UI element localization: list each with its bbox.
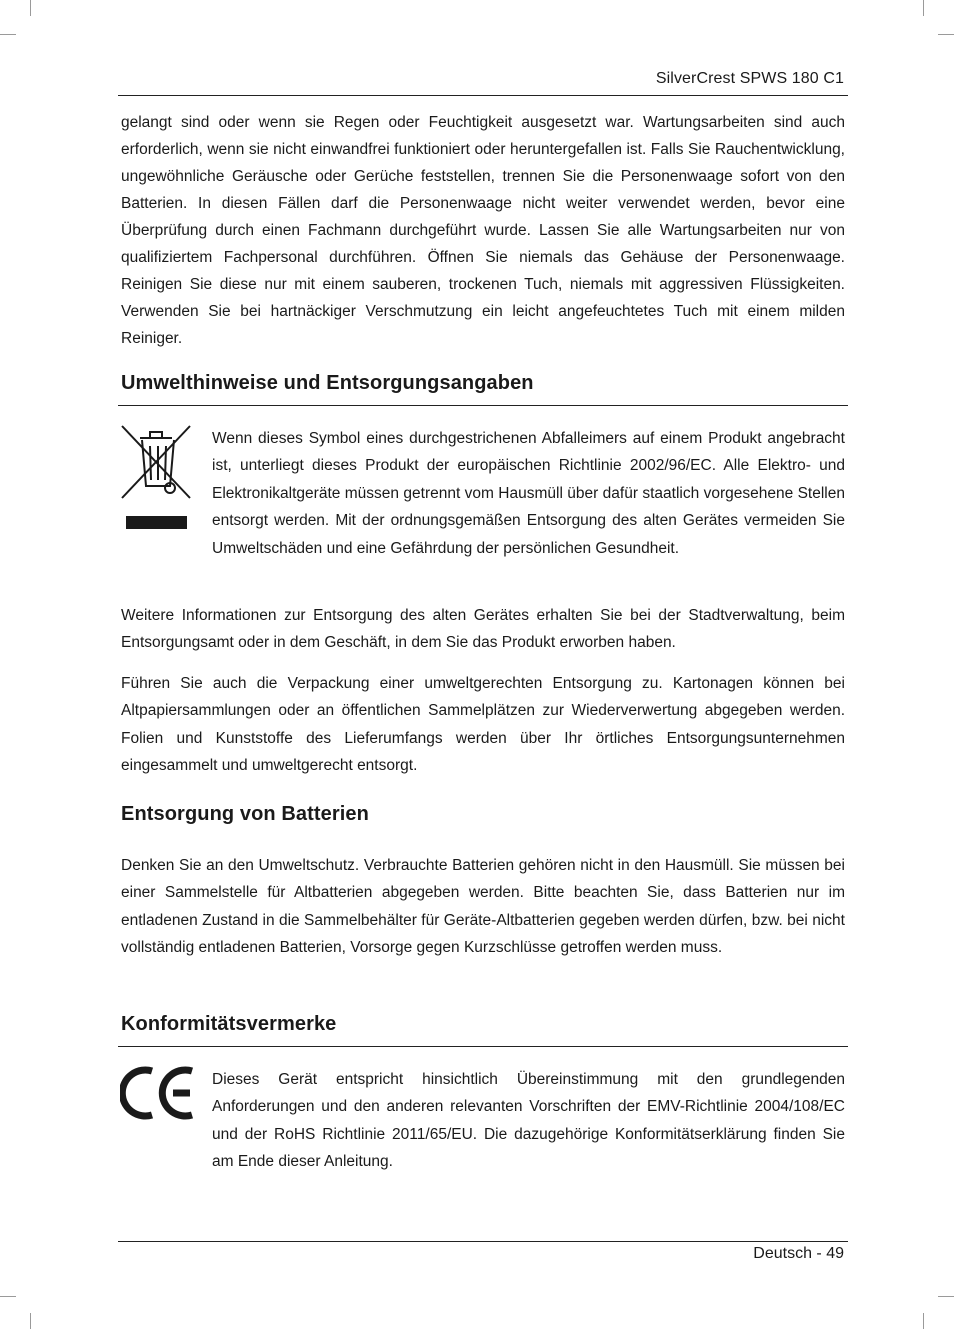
crop-mark	[923, 1313, 924, 1329]
footer-rule	[118, 1241, 848, 1242]
header-product-title: SilverCrest SPWS 180 C1	[655, 70, 844, 87]
crossed-out-wheelie-bin-icon	[120, 424, 192, 532]
crop-mark	[0, 1296, 16, 1297]
batteries-heading: Entsorgung von Batterien	[121, 803, 369, 825]
packaging-paragraph: Führen Sie auch die Verpackung einer umweltgerechten Entsorgung zu. Kartonagen können bei Altpapiersammlungen oder an öffentlichen Sammelplätzen zur Wiederverwertung abgegeben werden. Folien und Kunststoffe des Lieferumfangs werden über Ihr örtliches Entsorgungsunternehmen eingesammelt und umweltgerecht entsorgt.	[121, 675, 845, 775]
crop-mark	[923, 0, 924, 16]
conformity-heading-rule	[118, 1046, 848, 1047]
environment-heading-rule	[118, 405, 848, 406]
crop-mark	[938, 1296, 954, 1297]
intro-paragraph: gelangt sind oder wenn sie Regen oder Feuchtigkeit ausgesetzt war. Wartungsarbeiten sind auch erforderlich, wenn sie nicht einwandfrei funktioniert oder heruntergefallen ist. Falls Sie Rauchentwicklung, ungewöhnliche Geräusche oder Gerüche feststellen, trennen Sie die Personenwaage sofort von den Batterien. In diesen Fällen darf die Personenwaage nicht weiter verwendet werden, bevor eine Überprüfung durch einen Fachmann durchgeführt wurde. Lassen Sie alle Wartungsarbeiten nur von qualifiziertem Fachpersonal durchführen. Öffnen Sie niemals das Gehäuse der Personenwaage. Reinigen Sie diese nur mit einem sauberen, trockenen Tuch, niemals mit aggressiven Flüssigkeiten. Verwenden Sie bei hartnäckiger Verschmutzung ein leicht angefeuchtetes Tuch mit einem milden Reiniger.	[121, 114, 845, 347]
conformity-heading: Konformitätsvermerke	[121, 1013, 337, 1035]
weee-paragraph: Wenn dieses Symbol eines durchgestrichenen Abfalleimers auf einem Produkt angebracht ist, unterliegt dieses Produkt der europäischen Richtlinie 2002/96/EC. Alle Elektro- und Elektronikaltgeräte müssen getrennt vom Hausmüll über dafür staatlich vorgesehene Stellen entsorgt werden. Mit der ordnungsgemäßen Entsorgung des alten Gerätes vermeiden Sie Umweltschäden und eine Gefährdung der persönlichen Gesundheit.	[212, 430, 845, 557]
ce-mark-icon	[120, 1064, 196, 1122]
environment-heading: Umwelthinweise und Entsorgungsangaben	[121, 372, 534, 394]
crop-mark	[0, 34, 16, 35]
disposal-info-paragraph: Weitere Informationen zur Entsorgung des alten Gerätes erhalten Sie bei der Stadtverwaltung, beim Entsorgungsamt oder in dem Geschäft, in dem Sie das Produkt erworben haben.	[121, 607, 845, 651]
footer-page-label: Deutsch - 49	[753, 1245, 844, 1262]
crop-mark	[30, 1313, 31, 1329]
header-rule	[118, 95, 848, 96]
crop-mark	[30, 0, 31, 16]
batteries-paragraph: Denken Sie an den Umweltschutz. Verbrauchte Batterien gehören nicht in den Hausmüll. Sie müssen bei einer Sammelstelle für Altbatterien abgegeben werden. Bitte beachten Sie, dass Batterien nur im entladenen Zustand in die Sammelbehälter für Geräte-Altbatterien gegeben werden dürfen, bzw. bei nicht vollständig entladenen Batterien, Vorsorge gegen Kurzschlüsse getroffen werden muss.	[121, 857, 845, 957]
conformity-paragraph: Dieses Gerät entspricht hinsichtlich Übereinstimmung mit den grundlegenden Anforderungen und den anderen relevanten Vorschriften der EMV-Richtlinie 2004/108/EC und der RoHS Richtlinie 2011/65/EU. Die dazugehörige Konformitätserklärung finden Sie am Ende dieser Anleitung.	[212, 1071, 845, 1171]
crop-mark	[938, 34, 954, 35]
